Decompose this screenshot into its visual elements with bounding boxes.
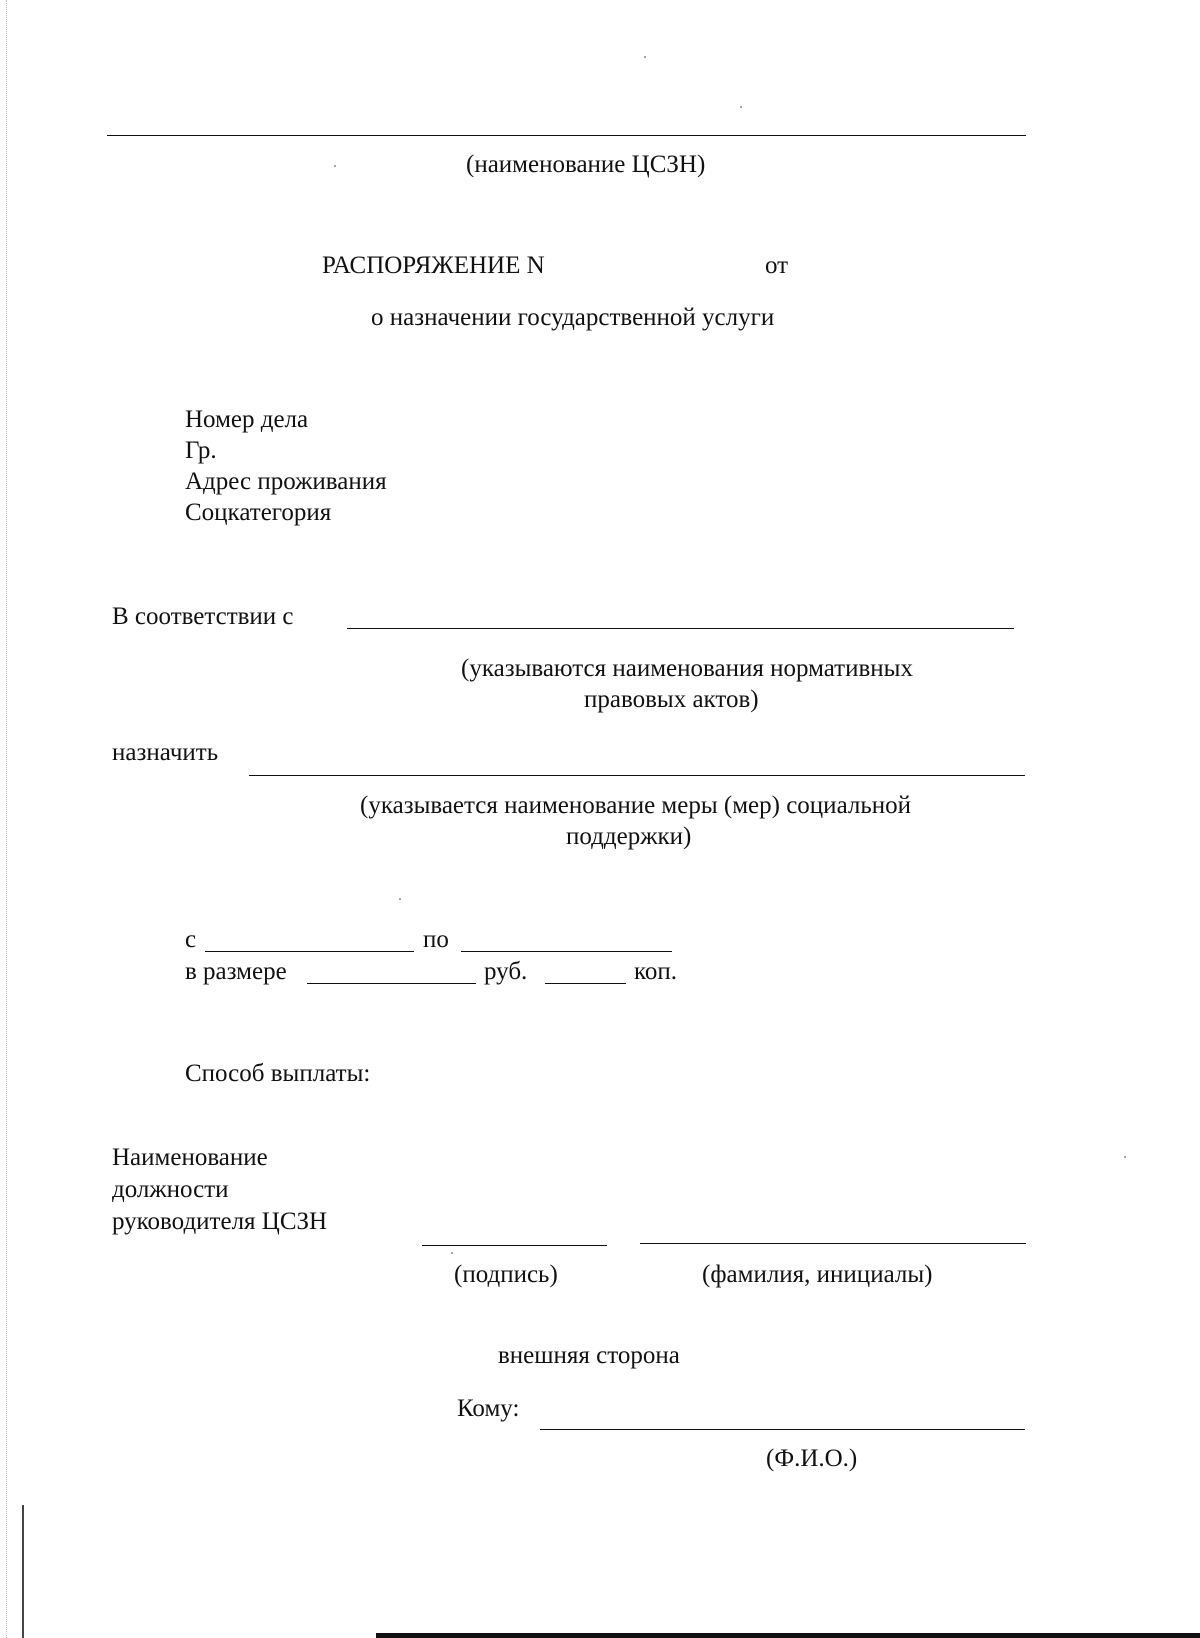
- scan-bottom-edge: [376, 1633, 1200, 1638]
- name-line: [640, 1243, 1026, 1244]
- assign-caption-line1: (указывается наименование меры (мер) социальной: [360, 792, 912, 819]
- kop-label: коп.: [634, 958, 678, 985]
- signature-caption: (подпись): [454, 1261, 558, 1288]
- period-from-label: с: [185, 926, 197, 953]
- period-to-label: по: [423, 926, 449, 953]
- citizen-label: Гр.: [185, 437, 217, 464]
- recipient-caption: (Ф.И.О.): [766, 1445, 858, 1472]
- assign-label: назначить: [112, 739, 219, 766]
- basis-caption-line1: (указываются наименования нормативных: [461, 655, 913, 682]
- name-caption: (фамилия, инициалы): [702, 1261, 933, 1288]
- social-category-label: Соцкатегория: [185, 499, 332, 526]
- scan-speck: [644, 56, 646, 58]
- signatory-title-line1: Наименование: [112, 1144, 268, 1171]
- recipient-line: [540, 1429, 1025, 1430]
- period-from-line: [205, 951, 414, 952]
- scan-left-edge: [22, 1505, 24, 1638]
- payment-method-label: Способ выплаты:: [185, 1060, 371, 1087]
- amount-rub-line: [307, 983, 476, 984]
- period-to-line: [461, 951, 672, 952]
- org-name-line: [107, 135, 1026, 136]
- amount-label: в размере: [185, 958, 287, 985]
- scan-speck: [740, 106, 742, 108]
- document-title: РАСПОРЯЖЕНИЕ N: [322, 252, 545, 279]
- scan-speck: [399, 898, 401, 900]
- signature-line: [422, 1245, 607, 1246]
- scan-speck: [451, 1252, 453, 1254]
- basis-label: В соответствии с: [112, 603, 294, 630]
- recipient-label: Кому:: [457, 1395, 520, 1422]
- basis-caption-line2: правовых актов): [584, 686, 759, 713]
- basis-fill-line: [347, 628, 1014, 629]
- date-from-label: от: [765, 252, 789, 279]
- rub-label: руб.: [484, 958, 528, 985]
- org-name-caption: (наименование ЦСЗН): [466, 151, 706, 178]
- case-number-label: Номер дела: [185, 406, 309, 433]
- scan-speck: [334, 165, 336, 167]
- assign-fill-line: [249, 775, 1025, 776]
- scan-edge-dots: [6, 0, 7, 1638]
- amount-kop-line: [545, 983, 626, 984]
- signatory-title-line3: руководителя ЦСЗН: [112, 1208, 328, 1235]
- signatory-title-line2: должности: [112, 1176, 229, 1203]
- address-label: Адрес проживания: [185, 468, 387, 495]
- document-subtitle: о назначении государственной услуги: [371, 304, 775, 331]
- outer-side-label: внешняя сторона: [498, 1342, 680, 1369]
- assign-caption-line2: поддержки): [566, 823, 692, 850]
- scan-speck: [1124, 1156, 1126, 1158]
